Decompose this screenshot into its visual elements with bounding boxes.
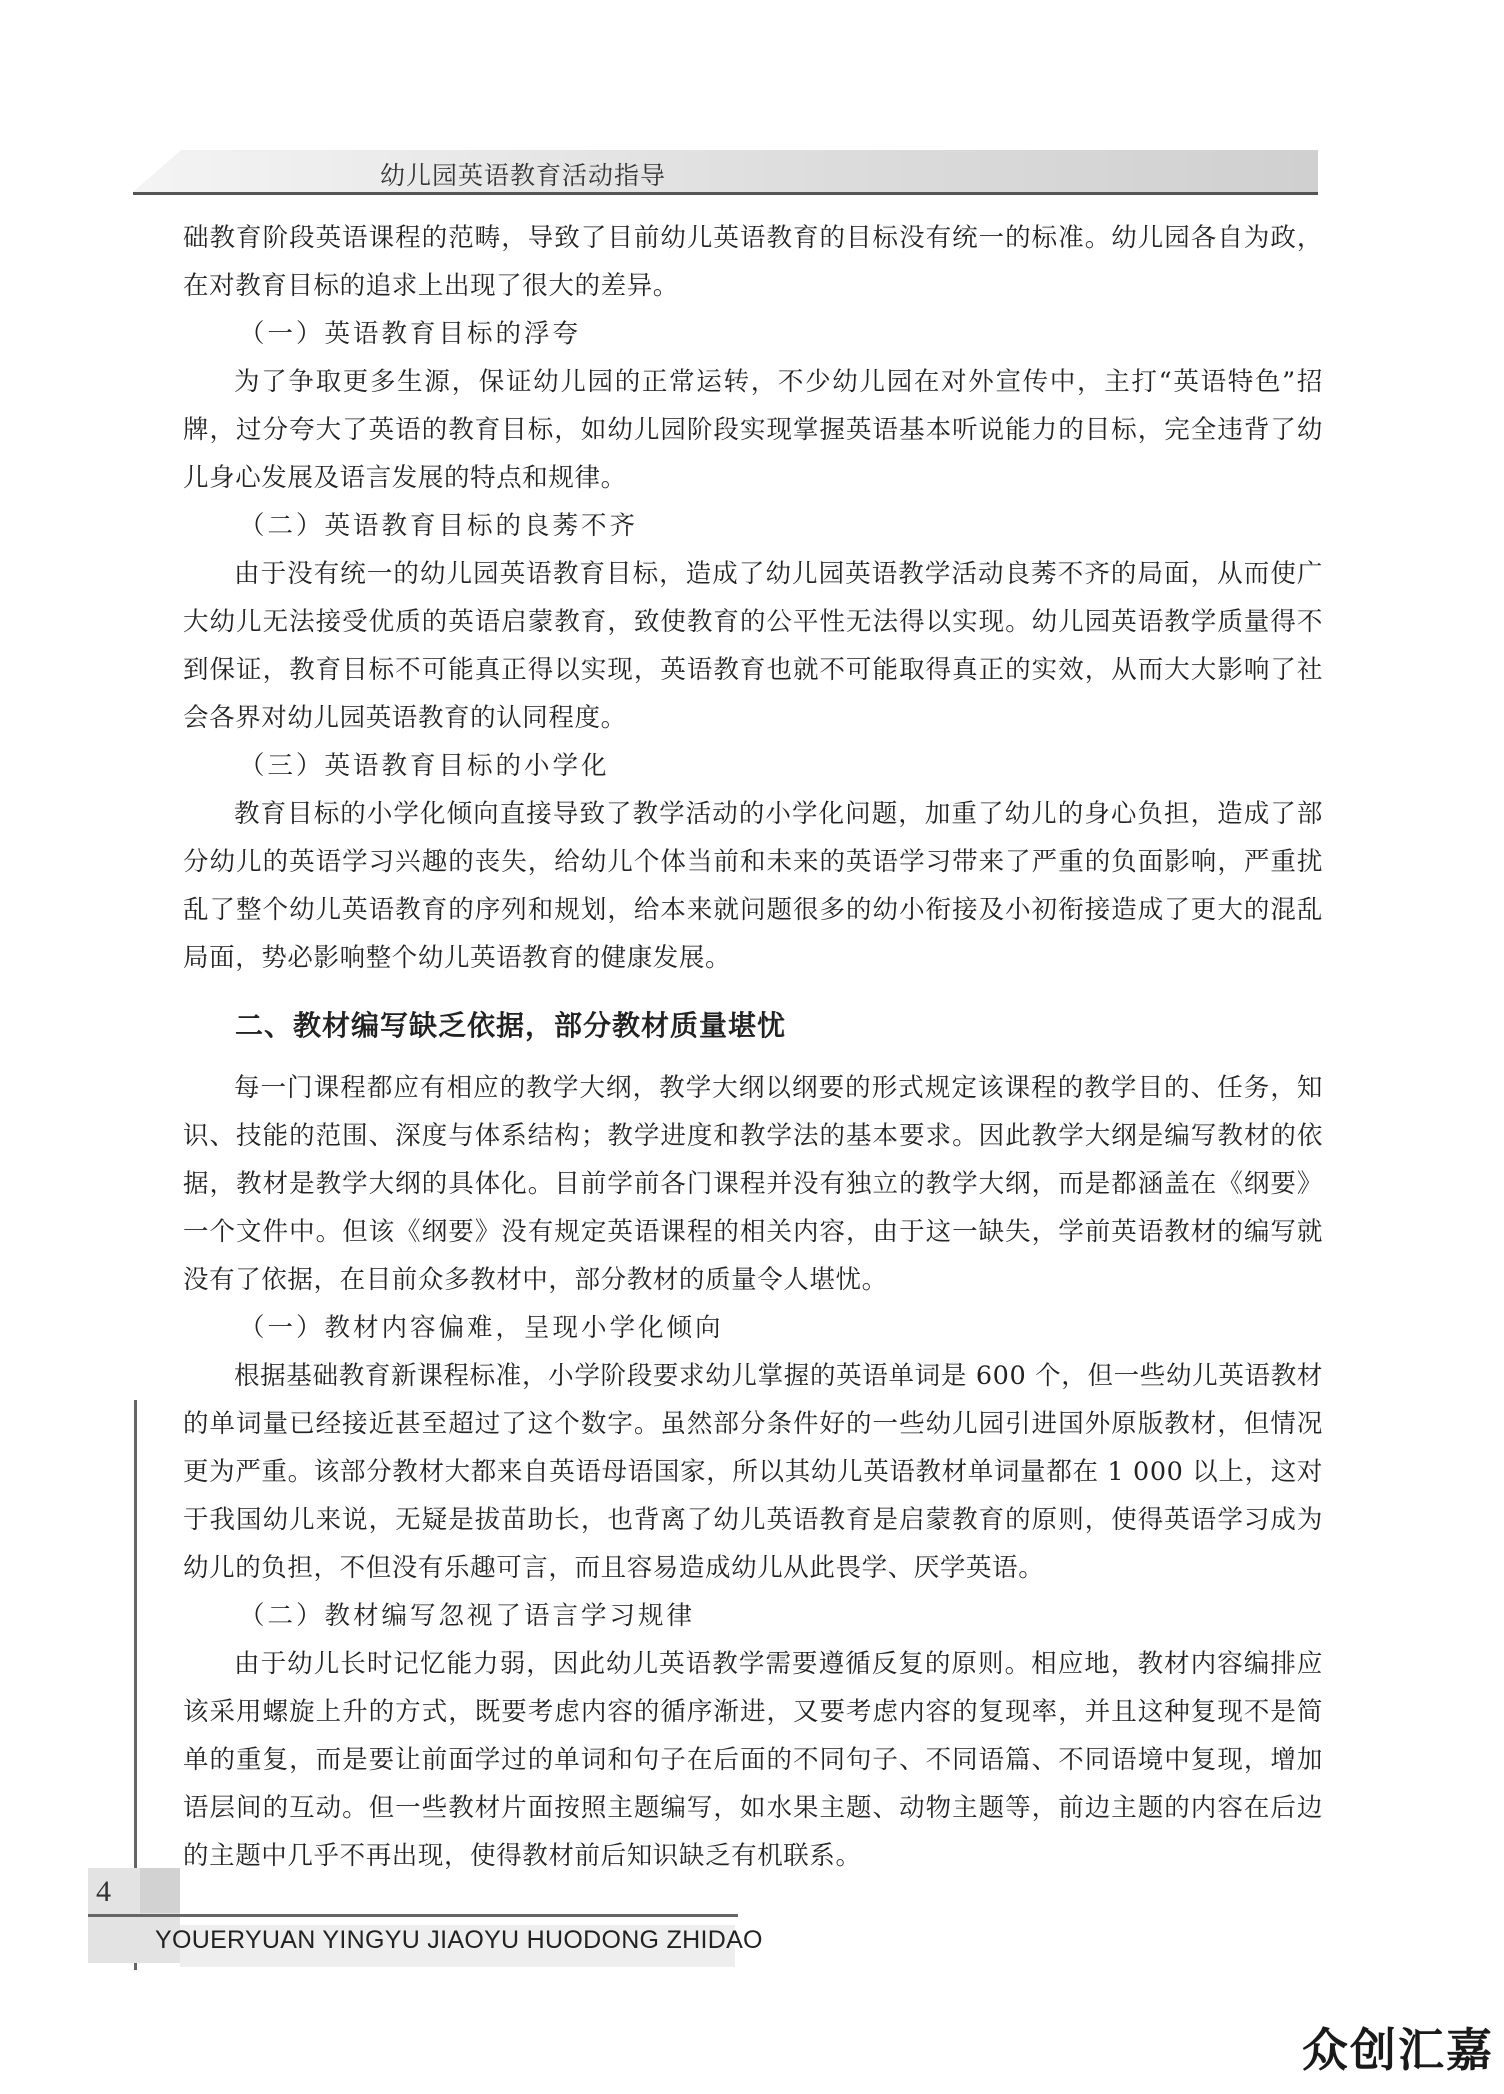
header-decoration — [133, 150, 1318, 192]
subheading: （二）英语教育目标的良莠不齐 — [239, 511, 639, 541]
subheading: （三）英语教育目标的小学化 — [239, 751, 610, 781]
subheading: （二）教材编写忽视了语言学习规律 — [239, 1601, 696, 1631]
paragraph: 为了争取更多生源，保证幼儿园的正常运转，不少幼儿园在对外宣传中，主打“英语特色”招牌，过分夸大了英语的教育目标，如幼儿园阶段实现掌握英语基本听说能力的目标，完全违背了幼儿身心发展及语言发展的特点和规律。 — [183, 367, 1323, 493]
subheading: （一）教材内容偏难，呈现小学化倾向 — [239, 1313, 724, 1343]
footer-rule — [88, 1914, 738, 1917]
page-number: 4 — [96, 1875, 111, 1908]
paragraph: 由于没有统一的幼儿园英语教育目标，造成了幼儿园英语教学活动良莠不齐的局面，从而使广大幼儿无法接受优质的英语启蒙教育，致使教育的公平性无法得以实现。幼儿园英语教学质量得不到保证，教育目标不可能真正得以实现，英语教育也就不可能取得真正的实效，从而大大影响了社会各界对幼儿园英语教育的认同程度。 — [183, 559, 1323, 733]
section-heading: 二、教材编写缺乏依据，部分教材质量堪忧 — [235, 1009, 787, 1042]
paragraph: 每一门课程都应有相应的教学大纲，教学大纲以纲要的形式规定该课程的教学目的、任务，知识、技能的范围、深度与体系结构；教学进度和教学法的基本要求。因此教学大纲是编写教材的依据，教材是教学大纲的具体化。目前学前各门课程并没有独立的教学大纲，而是都涵盖在《纲要》一个文件中。但该《纲要》没有规定英语课程的相关内容，由于这一缺失，学前英语教材的编写就没有了依据，在目前众多教材中，部分教材的质量令人堪忧。 — [183, 1073, 1323, 1295]
paragraph: 由于幼儿长时记忆能力弱，因此幼儿英语教学需要遵循反复的原则。相应地，教材内容编排应该采用螺旋上升的方式，既要考虑内容的循序渐进，又要考虑内容的复现率，并且这种复现不是简单的重复，而是要让前面学过的单词和句子在后面的不同句子、不同语篇、不同语境中复现，增加语层间的互动。但一些教材片面按照主题编写，如水果主题、动物主题等，前边主题的内容在后边的主题中几乎不再出现，使得教材前后知识缺乏有机联系。 — [183, 1649, 1323, 1871]
page-body — [183, 214, 1323, 1880]
watermark-logo: 众创汇嘉 — [1302, 2023, 1494, 2077]
running-header-title: 幼儿园英语教育活动指导 — [380, 161, 667, 190]
paragraph: 础教育阶段英语课程的范畴，导致了目前幼儿英语教育的目标没有统一的标准。幼儿园各自为政，在对教育目标的追求上出现了很大的差异。 — [183, 223, 1323, 301]
paragraph: 根据基础教育新课程标准，小学阶段要求幼儿掌握的英语单词是 600 个，但一些幼儿英语教材的单词量已经接近甚至超过了这个数字。虽然部分条件好的一些幼儿园引进国外原版教材，但情况更为严重。该部分教材大都来自英语母语国家，所以其幼儿英语教材单词量都在 1 000 以上，这对于我国幼儿来说，无疑是拔苗助长，也背离了幼儿英语教育是启蒙教育的原则，使得英语学习成为幼儿的负担，不但没有乐趣可言，而且容易造成幼儿从此畏学、厌学英语。 — [183, 1361, 1323, 1583]
header-rule — [133, 192, 1318, 195]
footer-grey-block — [140, 1868, 180, 1913]
subheading: （一）英语教育目标的浮夸 — [239, 319, 582, 349]
footer-pinyin-title: YOUERYUAN YINGYU JIAOYU HUODONG ZHIDAO — [155, 1926, 763, 1954]
paragraph: 教育目标的小学化倾向直接导致了教学活动的小学化问题，加重了幼儿的身心负担，造成了部分幼儿的英语学习兴趣的丧失，给幼儿个体当前和未来的英语学习带来了严重的负面影响，严重扰乱了整个幼儿英语教育的序列和规划，给本来就问题很多的幼小衔接及小初衔接造成了更大的混乱局面，势必影响整个幼儿英语教育的健康发展。 — [183, 799, 1323, 973]
